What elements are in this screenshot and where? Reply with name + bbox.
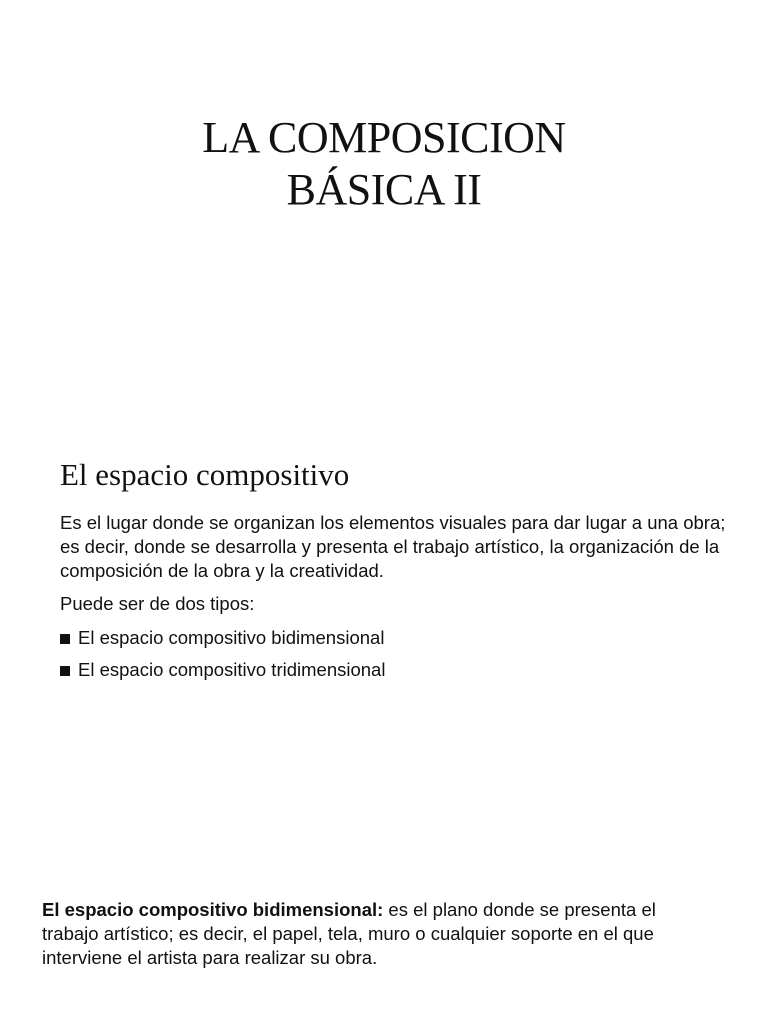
page-title-line-1: LA COMPOSICION	[202, 113, 566, 162]
intro-paragraph: Es el lugar donde se organizan los elementos visuales para dar lugar a una obra; es decir, donde se desarrolla y presenta el trabajo artístico, la organización de la composición de la obra y la creatividad.	[60, 512, 726, 581]
square-bullet-icon	[60, 666, 70, 676]
definition-term: El espacio compositivo bidimensional:	[42, 899, 384, 920]
page-title-line-2: BÁSICA II	[286, 165, 482, 214]
section-heading: El espacio compositivo	[60, 457, 350, 492]
page-title	[0, 112, 768, 216]
types-intro: Puede ser de dos tipos:	[60, 593, 255, 614]
definition-paragraph	[42, 898, 692, 970]
square-bullet-icon	[60, 634, 70, 644]
definition-text: es el plano donde se presenta el trabajo artístico; es decir, el papel, tela, muro o cualquier soporte en el que interviene el artista para realizar su obra.	[42, 899, 656, 968]
types-list	[60, 622, 385, 686]
list-item	[60, 622, 385, 654]
list-item-text: El espacio compositivo tridimensional	[78, 659, 386, 680]
list-item	[60, 654, 385, 686]
list-item-text: El espacio compositivo bidimensional	[78, 627, 385, 648]
